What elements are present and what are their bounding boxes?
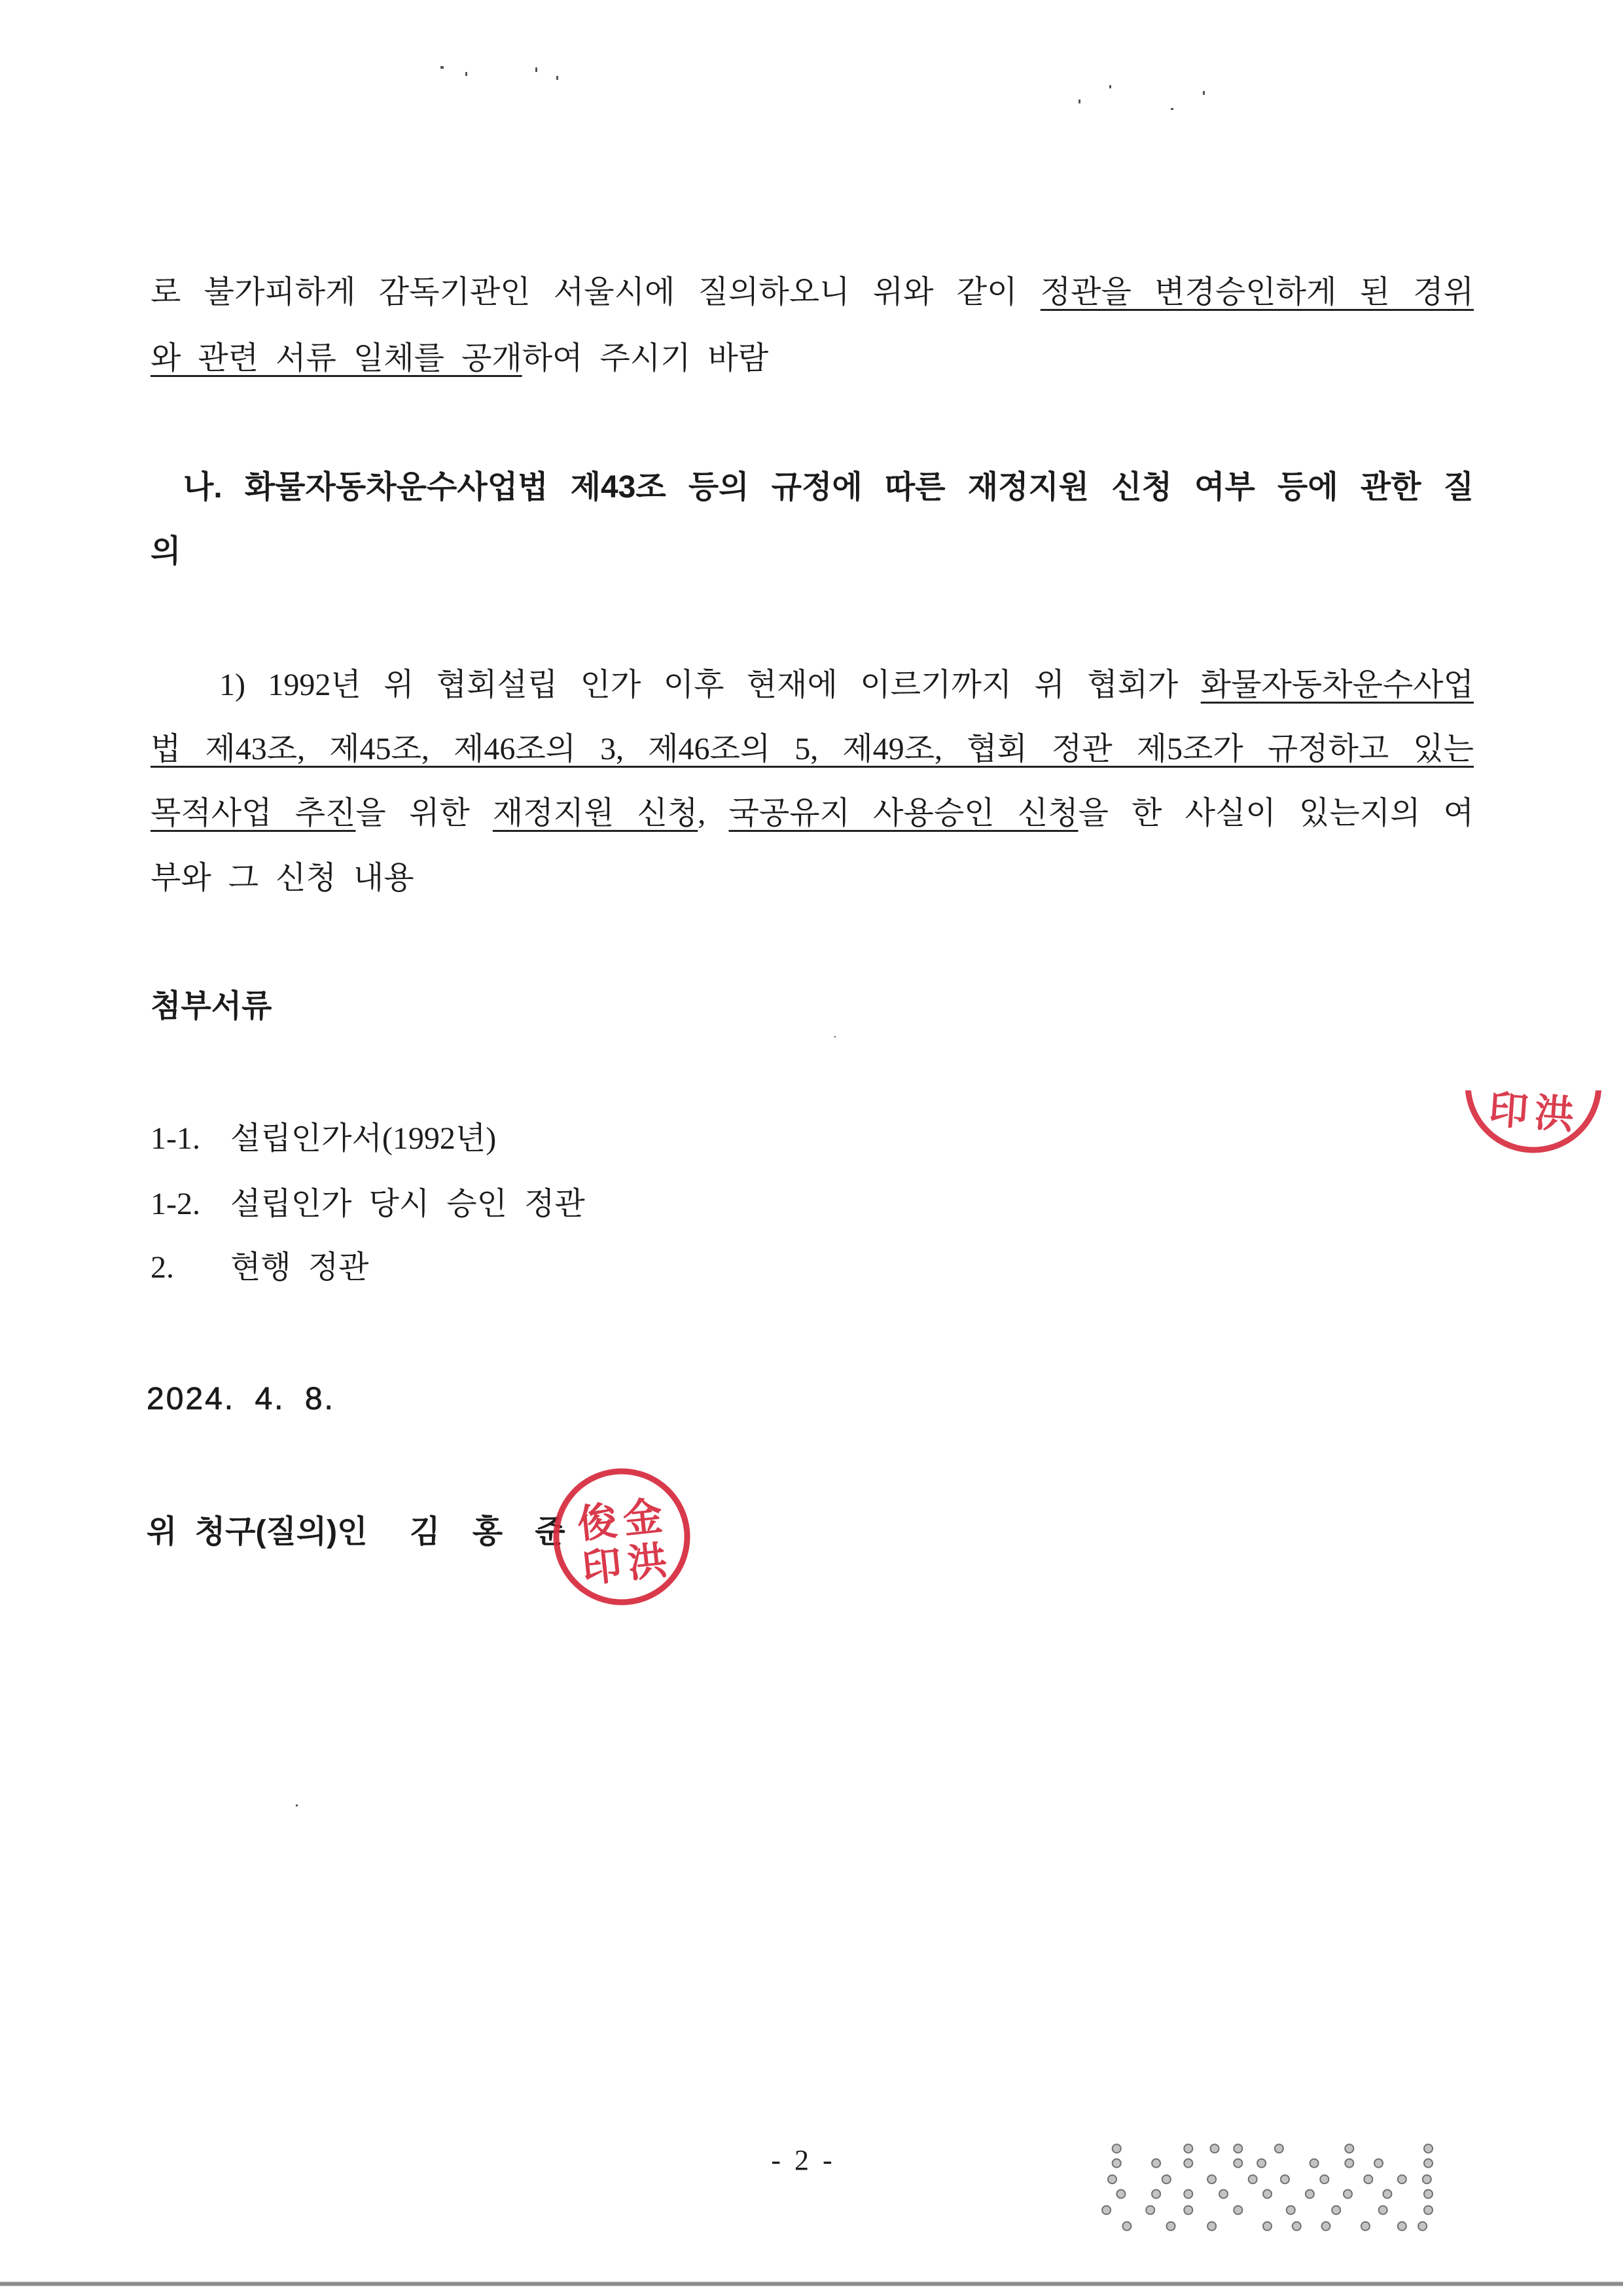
perforation-dot	[1281, 2175, 1289, 2183]
intro-line-1-underlined-text: 정관을 변경승인하게 된 경위	[1040, 275, 1474, 310]
item-1-line-2-underlined-text: 법 제43조, 제45조, 제46조의 3, 제46조의 5, 제49조, 협회 정관 제5조가 규정하고 있는	[151, 732, 1474, 766]
perforation-dot	[1275, 2144, 1283, 2153]
perforation-dot	[1344, 2190, 1352, 2198]
item-1-line-3-underlined-c: 국공유지 사용승인 신청	[728, 796, 1079, 831]
section-heading-line-1: 나. 화물자동차운수사업법 제43조 등의 규정에 따른 재정지원 신청 여부 등에 관한 질	[183, 470, 1474, 505]
partial-red-seal-stamp	[1458, 1042, 1609, 1160]
perforation-dot	[1383, 2190, 1391, 2198]
perforation-dot	[1234, 2144, 1242, 2153]
perforation-dot	[1152, 2159, 1160, 2168]
perforation-dot	[1424, 2159, 1433, 2168]
scan-speck	[1171, 108, 1173, 110]
perforation-dot	[1113, 2144, 1121, 2153]
perforation-dot	[1345, 2144, 1353, 2153]
perforation-dot	[1184, 2206, 1192, 2214]
attachment-item	[151, 1248, 936, 1287]
item-1-line-2	[151, 730, 1474, 769]
intro-line-1	[151, 273, 1474, 312]
attachment-title: 현행 정관	[230, 1250, 369, 1285]
perforation-dot	[1207, 2222, 1216, 2231]
perforation-dot	[1424, 2190, 1433, 2198]
perforation-dot	[1424, 2144, 1433, 2153]
section-heading-line-2: 의	[151, 534, 181, 569]
intro-line-2-text: 하여 주시기 바람	[522, 341, 769, 376]
perforation-dot	[1184, 2159, 1192, 2168]
perforation-dot	[1234, 2206, 1242, 2214]
attachment-title: 설립인가 당시 승인 정관	[230, 1187, 585, 1221]
perforation-dot	[1167, 2222, 1175, 2231]
attachment-title: 설립인가서(1992년)	[230, 1121, 497, 1156]
perforation-dot	[1374, 2159, 1383, 2168]
perforation-dot	[1287, 2206, 1295, 2214]
item-1-line-1-underlined-text: 화물자동차운수사업	[1200, 668, 1474, 702]
scan-speck	[535, 67, 537, 72]
scan-speck	[440, 66, 444, 69]
scan-speck	[1109, 85, 1111, 88]
partial-seal-clip	[1458, 1042, 1610, 1164]
perforation-dot	[1263, 2190, 1272, 2198]
perforation-dot	[1345, 2159, 1353, 2168]
scan-speck	[834, 1036, 836, 1037]
perforation-dot	[1424, 2206, 1433, 2214]
document-date: 2024. 4. 8.	[147, 1382, 335, 1416]
seal-character: 俊	[575, 1498, 620, 1548]
seal-character: 洪	[625, 1537, 669, 1588]
scan-bottom-edge	[0, 2282, 1623, 2286]
seal-character: 俊	[1490, 1042, 1533, 1091]
perforation-dot	[1310, 2159, 1319, 2168]
attachment-number: 2.	[151, 1250, 174, 1285]
attachment-number: 1-2.	[151, 1187, 200, 1221]
item-1-line-3	[151, 794, 1474, 833]
scan-speck	[465, 72, 467, 76]
item-1-line-3-underlined-b: 재정지원 신청	[492, 796, 698, 831]
perforation-dot	[1332, 2206, 1340, 2214]
signature-name: 김 홍 준	[410, 1515, 565, 1549]
attachments-heading: 첨부서류	[151, 989, 272, 1024]
perforation-dot	[1207, 2175, 1216, 2183]
perforation-dot	[1152, 2190, 1160, 2198]
perforation-dot	[1162, 2175, 1171, 2183]
perforation-dot	[1184, 2190, 1192, 2198]
item-1-line-3-text-c: 을 한 사실이 있는지의 여	[1078, 796, 1474, 831]
item-1-line-3-text-b: ,	[698, 796, 729, 831]
attachment-number: 1-1.	[151, 1121, 200, 1156]
perforation-dot	[1257, 2159, 1266, 2168]
perforation-dot	[1116, 2190, 1125, 2198]
perforation-dot	[1293, 2222, 1301, 2231]
perforation-dot	[1108, 2175, 1116, 2183]
perforation-dot	[1211, 2144, 1219, 2153]
red-seal-stamp	[546, 1462, 697, 1612]
perforation-dot	[1184, 2144, 1192, 2153]
item-1-line-3-underlined-a: 목적사업 추진	[151, 796, 356, 831]
seal-character: 印	[580, 1542, 624, 1592]
attachment-item	[151, 1119, 936, 1158]
perforation-dot	[1364, 2175, 1372, 2183]
perforation-dot	[1234, 2159, 1242, 2168]
seal-character: 金	[620, 1493, 665, 1543]
scan-speck	[1079, 99, 1080, 103]
perforation-dot	[1146, 2206, 1154, 2214]
perforation-dot	[1263, 2222, 1272, 2231]
perforation-dot	[1398, 2175, 1406, 2183]
seal-character: 印	[1487, 1086, 1530, 1136]
attachment-item	[151, 1185, 936, 1224]
seal-character: 金	[1536, 1045, 1579, 1094]
intro-line-2-underlined-text: 와 관련 서류 일체를 공개	[151, 341, 522, 376]
intro-line-2	[151, 339, 768, 378]
signature-label: 위 청구(질의)인	[147, 1515, 368, 1549]
perforation-dot	[1249, 2175, 1257, 2183]
item-1-line-3-text-a: 을 위한	[355, 796, 493, 831]
perforation-dot	[1102, 2206, 1111, 2214]
scan-speck	[296, 1804, 298, 1806]
perforation-dot	[1320, 2175, 1329, 2183]
seal-character: 洪	[1533, 1090, 1576, 1139]
perforation-dot	[1113, 2159, 1121, 2168]
item-1-line-4: 부와 그 신청 내용	[151, 861, 414, 895]
perforation-dot	[1306, 2190, 1314, 2198]
item-1-line-1-text: 1) 1992년 위 협회설립 인가 이후 현재에 이르기까지 위 협회가	[219, 668, 1201, 702]
perforation-dot	[1398, 2222, 1406, 2231]
scan-speck	[1203, 91, 1205, 95]
perforation-dot	[1423, 2175, 1431, 2183]
perforation-dot	[1361, 2222, 1370, 2231]
scan-speck	[556, 76, 558, 80]
perforation-dot	[1219, 2190, 1228, 2198]
perforation-dot	[1122, 2222, 1131, 2231]
perforation-dot	[1379, 2206, 1387, 2214]
item-1-line-1	[219, 666, 1474, 705]
perforation-dot	[1418, 2222, 1427, 2231]
perforation-dot	[1322, 2222, 1330, 2231]
intro-line-1-text: 로 불가피하게 감독기관인 서울시에 질의하오니 위와 같이	[151, 275, 1041, 310]
page-number: - 2 -	[771, 2144, 832, 2176]
